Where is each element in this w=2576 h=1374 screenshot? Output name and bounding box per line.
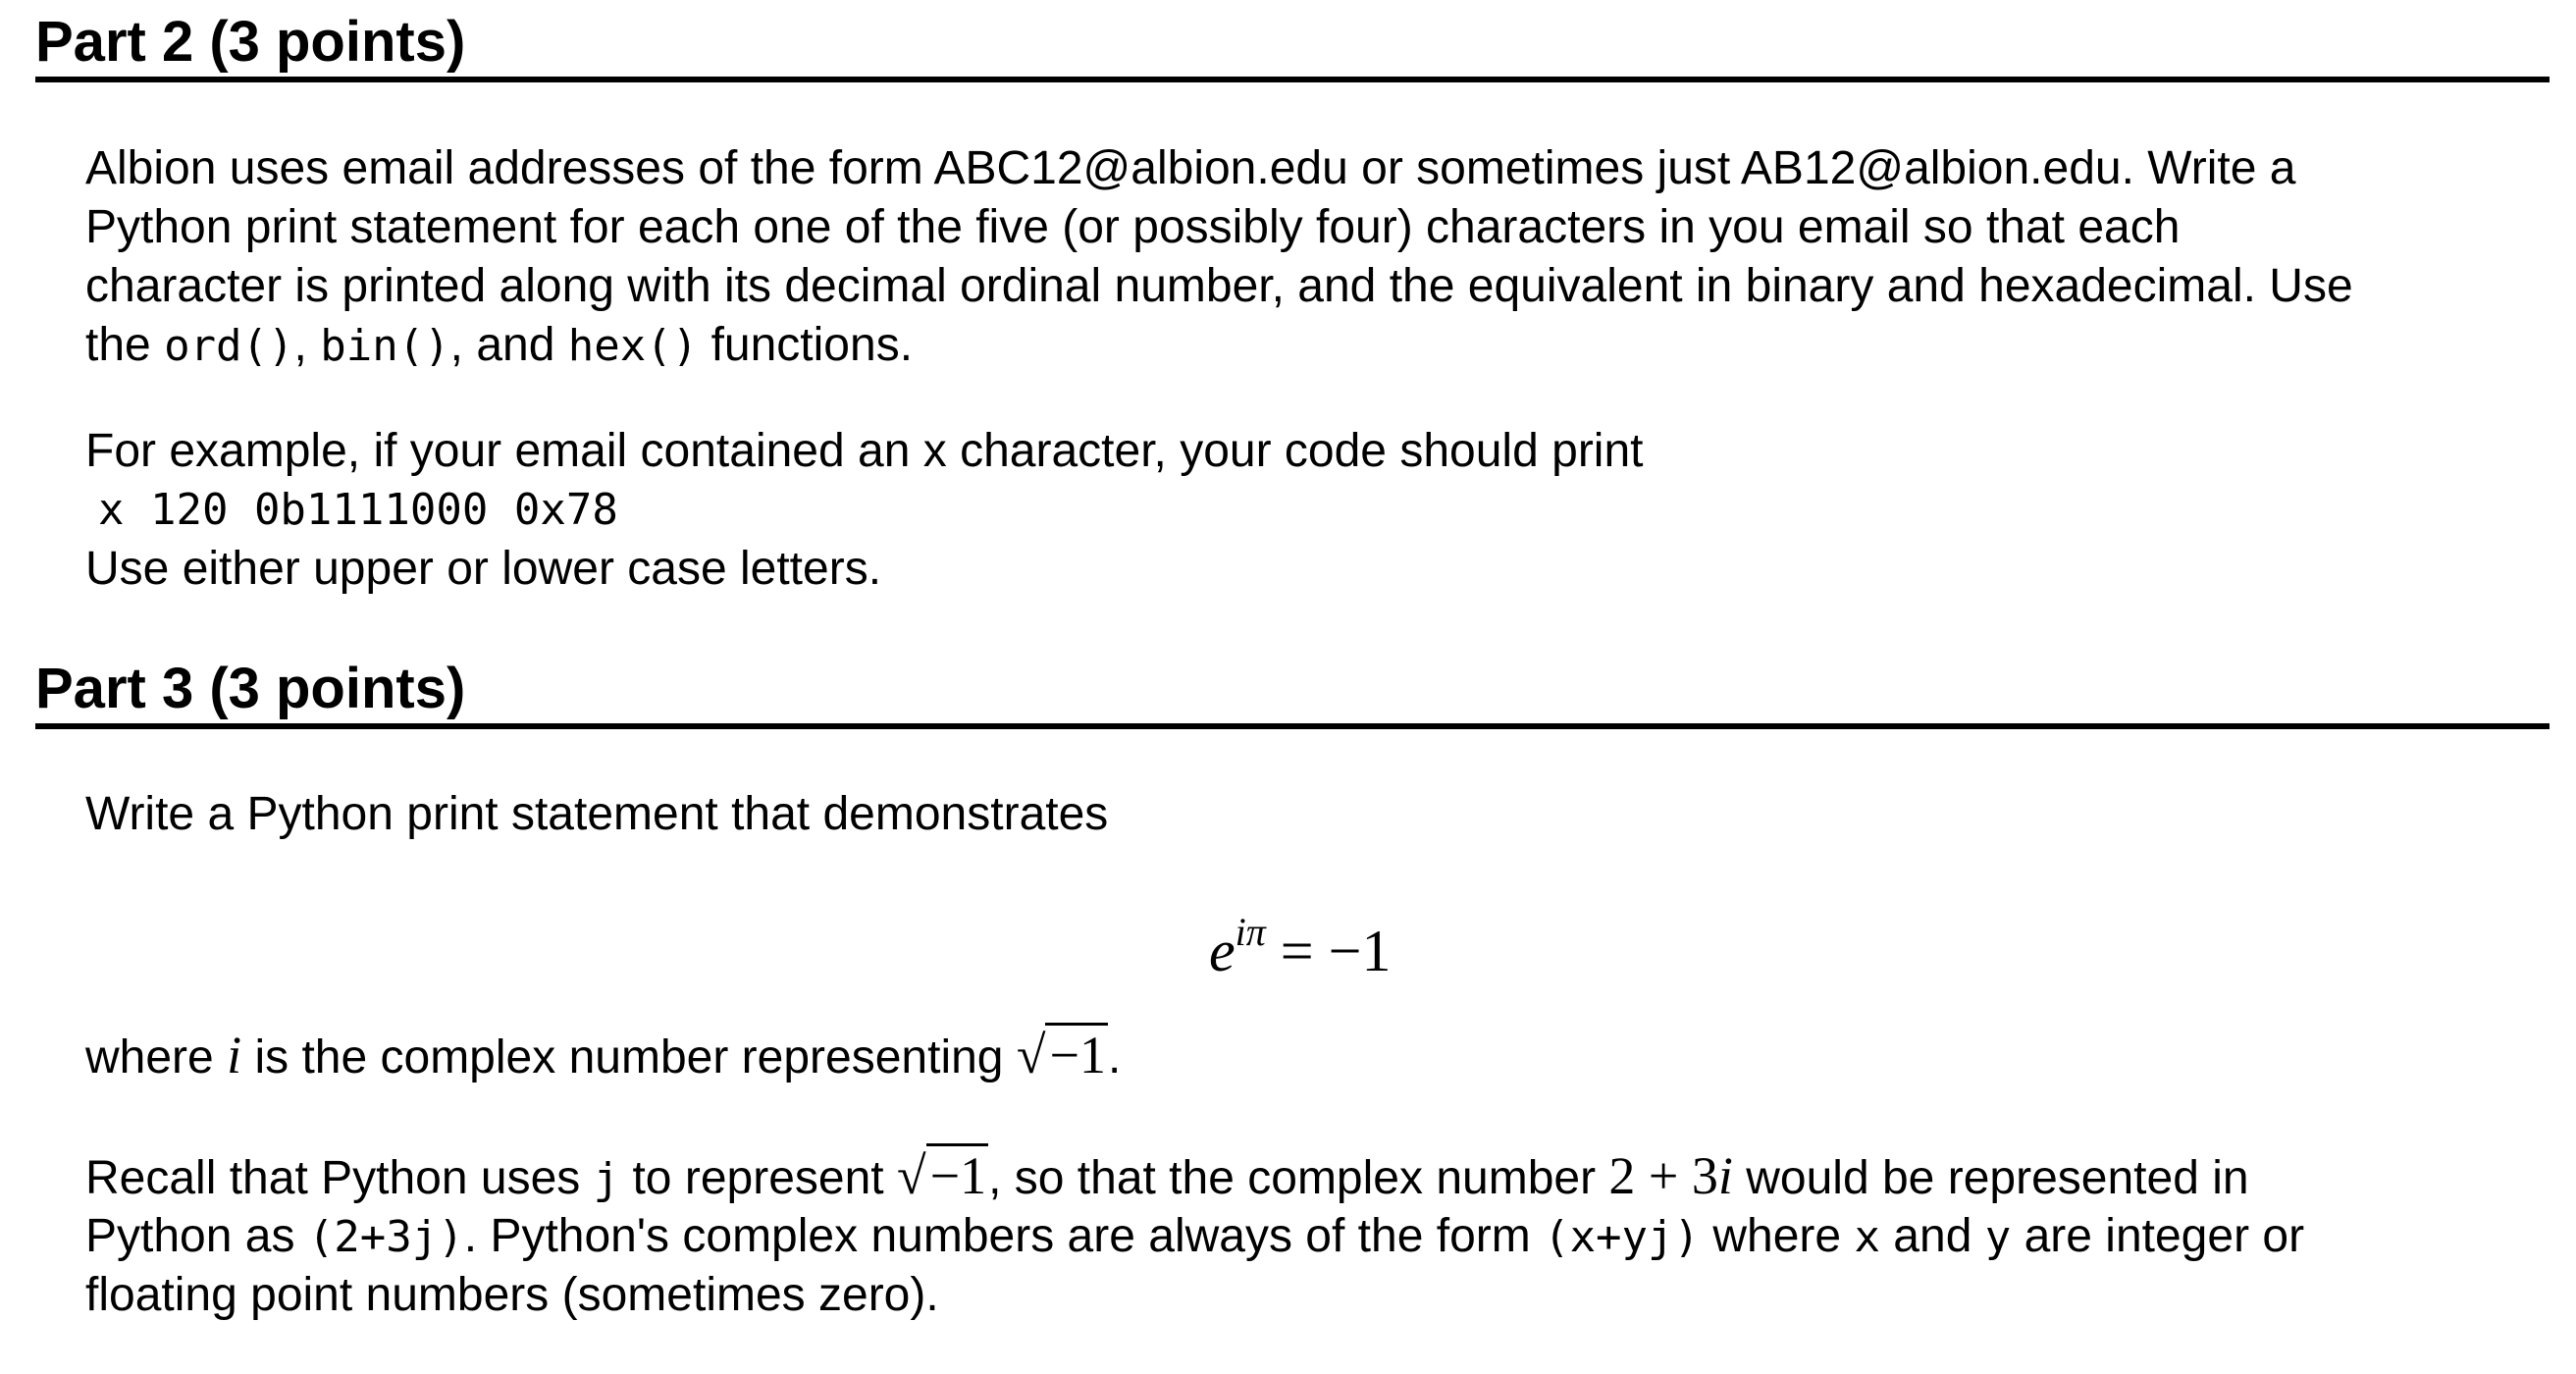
sqrt-argument: −1 [1045,1023,1107,1084]
code-bin: bin() [320,321,450,371]
code-j: j [593,1154,620,1204]
part2-heading: Part 2 (3 points) [35,8,2550,82]
part3-paragraph-3-line-3: floating point numbers (sometimes zero). [85,1269,939,1321]
part3-paragraph-1: Write a Python print statement that demonstrates [85,788,1109,840]
euler-identity-equation [1209,898,1391,985]
part3-paragraph-3-line-2 [85,1207,2549,1267]
part2-paragraph-1-line-1: Albion uses email addresses of the form ABC12@albion.edu or sometimes just AB12@albion.edu. Write a [85,142,2296,194]
sqrt-radical: √ [896,1146,926,1205]
part3-paragraph-2 [85,1026,2549,1087]
text-span: is the complex number representing [254,1031,1004,1083]
text-span: where [1712,1210,1842,1262]
text-span: where [85,1031,214,1083]
text-span: are integer or [2024,1210,2305,1262]
text-span: Recall that Python uses [85,1152,581,1204]
code-complex-example: (2+3j) [307,1212,464,1262]
code-ord: ord() [164,321,294,371]
eq-exponent: iπ [1235,910,1266,954]
sqrt-radical: √ [1016,1026,1046,1084]
code-x: x [1854,1212,1880,1262]
math-complex-number: 2 + 3 [1608,1146,1718,1205]
eq-base: e [1209,919,1235,983]
text-span: would be represented in [1746,1152,2249,1204]
code-hex: hex() [567,321,699,371]
part2-paragraph-2-line-3: Use either upper or lower case letters. [85,543,882,595]
text-span: , so that the complex number [988,1152,1597,1204]
part2-paragraph-2-line-1: For example, if your email contained an x character, your code should print [85,425,1644,477]
sqrt-minus-one [1017,1026,1108,1084]
part2-example-output: x 120 0b1111000 0x78 [98,485,618,535]
text-span: functions. [710,319,914,371]
eq-rhs: = −1 [1280,919,1392,983]
text-span: . [1107,1031,1122,1083]
text-span: , [293,319,307,371]
text-span: . Python's complex numbers are always of the form [463,1210,1531,1262]
text-span: Python as [85,1210,295,1262]
code-y: y [1984,1212,2012,1262]
part2-paragraph-1-line-3: character is printed along with its decimal ordinal number, and the equivalent in binary and hexadecimal. Use [85,260,2353,312]
part3-heading: Part 3 (3 points) [35,655,2550,729]
text-span: and [1893,1210,1972,1262]
text-span: to represent [632,1152,884,1204]
text-span: , and [449,319,555,371]
text-span: the [85,319,151,371]
sqrt-minus-one [897,1146,988,1205]
part2-paragraph-1-line-2: Python print statement for each one of the five (or possibly four) characters in you email so that each [85,201,2181,253]
part3-paragraph-3-line-1 [85,1146,2549,1209]
math-i: i [227,1026,242,1084]
part2-paragraph-1-line-4 [85,316,2549,376]
sqrt-argument: −1 [926,1143,988,1205]
code-complex-form: (x+yj) [1544,1212,1701,1262]
math-i: i [1717,1146,1733,1205]
